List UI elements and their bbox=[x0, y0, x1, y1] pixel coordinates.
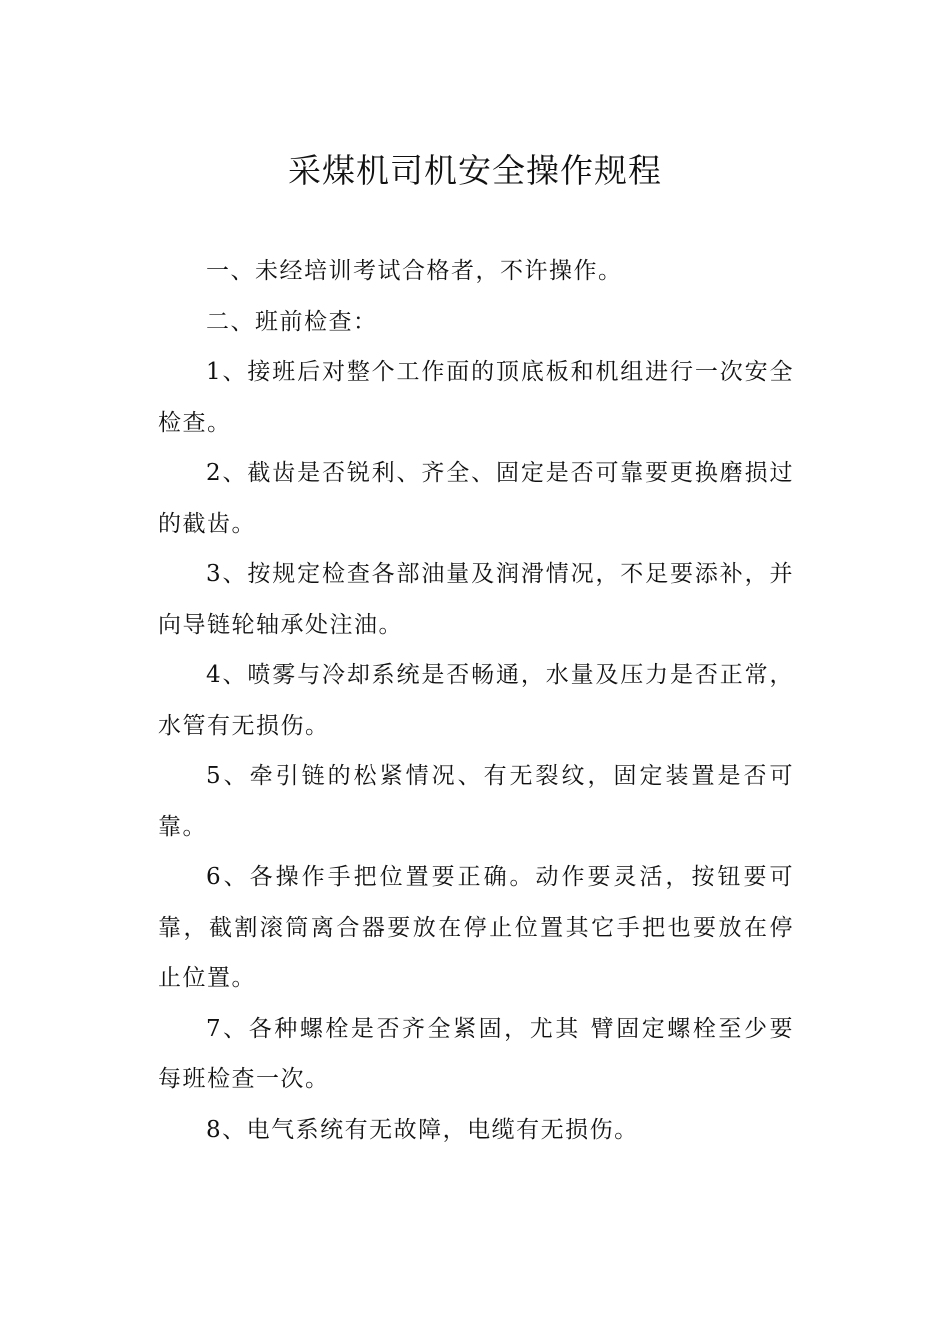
paragraph-check-6: 6、各操作手把位置要正确。动作要灵活，按钮要可靠，截割滚筒离合器要放在停止位置其它手把也要放在停止位置。 bbox=[158, 864, 794, 991]
document-body bbox=[158, 246, 794, 1155]
paragraph-check-1: 1、接班后对整个工作面的顶底板和机组进行一次安全检查。 bbox=[158, 359, 794, 436]
paragraph-check-2: 2、截齿是否锐利、齐全、固定是否可靠要更换磨损过的截齿。 bbox=[158, 460, 794, 537]
paragraph-check-3: 3、按规定检查各部油量及润滑情况，不足要添补，并向导链轮轴承处注油。 bbox=[158, 561, 794, 638]
paragraph-check-7: 7、各种螺栓是否齐全紧固，尤其 臂固定螺栓至少要每班检查一次。 bbox=[158, 1015, 794, 1092]
paragraph-rule-1: 一、未经培训考试合格者，不许操作。 bbox=[206, 258, 623, 284]
paragraph-check-4: 4、喷雾与冷却系统是否畅通，水量及压力是否正常，水管有无损伤。 bbox=[158, 662, 794, 739]
paragraph-check-5: 5、牵引链的松紧情况、有无裂纹，固定装置是否可靠。 bbox=[158, 763, 794, 840]
document-title: 采煤机司机安全操作规程 bbox=[288, 151, 662, 190]
paragraph-rule-2-heading: 二、班前检查： bbox=[206, 308, 378, 335]
paragraph-check-8: 8、电气系统有无故障，电缆有无损伤。 bbox=[206, 1116, 639, 1143]
